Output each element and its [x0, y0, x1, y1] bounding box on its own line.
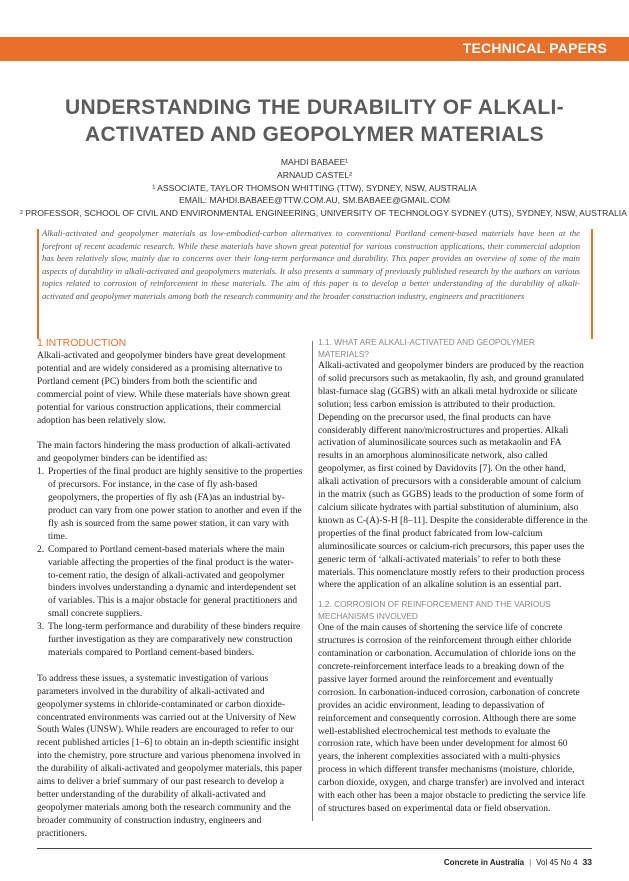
section-1-1-paragraph: Alkali-activated and geopolymer binders are produced by the reaction of solid precursors such as metakaolin, fly ash, and ground granulated blast-furnace slag (GGBS) with an alkali metal hydroxide or silicate solution; less carbon emission is attributed to their production. Depending on the precursor used, the final products can have considerably different nano/microstructures and properties. Alkali activation of aluminosilicate sources such as metakaolin and FA results in an amorphous aluminosilicate network, also called geopolymer, as first coined by Davidovits [7]. On the other hand, alkali activation of precursors with a considerable amount of calcium in the matrix (such as GGBS) leads to the production of some form of calcium silicate hydrates with partial substitution of aluminium, also known as C-(A)-S-H [8–11]. Despite the considerable difference in the properties of the final product fabricated from low-calcium aluminosilicate sources or calcium-rich precursors, this paper uses the generic term of ‘alkali-activated materials’ to refer to both these materials. This nomenclature mostly refers to their production process where the application of an alkaline solution is an essential part.: [318, 361, 588, 591]
affiliation-2: ² PROFESSOR, SCHOOL OF CIVIL AND ENVIRONMENTAL ENGINEERING, UNIVERSITY OF TECHNOLOGY SYDNEY (UTS), SYDNEY, NSW, AUSTRALIA: [20, 208, 627, 219]
author-2: ARNAUD CASTEL²: [277, 169, 352, 180]
journal-volume: Vol 45 No 4: [536, 858, 578, 867]
affiliation-1: ¹ ASSOCIATE, TAYLOR THOMSON WHITTING (TTW), SYDNEY, NSW, AUSTRALIA: [152, 182, 477, 193]
section-1-2-paragraph: One of the main causes of shortening the service life of concrete structures is corrosion of the reinforcement through either chloride contamination or carbonation. Accumulation of chloride ions on the concrete-reinforcement interface leads to a breaking down of the passive layer formed around the reinforcement and eventually corrosion. In carbonation-induced corrosion, carbonation of concrete provides an acidic environment, leading to depassivation of reinforcement and consequently corrosion. Although there are some well-established electrochemical test methods to evaluate the corrosion rate, which have been under development for almost 60 years, the inherent complexities associated with a multi-physics process in which different transfer mechanisms (moisture, chloride, carbon dioxide, oxygen, and charge transfer) are involved and interact with each other has been a major obstacle to predicting the service life of structures based on experimental data or field observation.: [318, 623, 586, 814]
footer-rule: [37, 848, 592, 849]
section-1-2-heading: 1.2. CORROSION OF REINFORCEMENT AND THE VARIOUS MECHANISMS INVOLVED: [318, 599, 551, 621]
page-footer: Concrete in Australia | Vol 45 No 4 33: [443, 857, 592, 867]
factors-list: [37, 466, 304, 660]
right-column: [318, 337, 588, 816]
section-1-heading: 1 INTRODUCTION: [37, 337, 127, 349]
section-banner: [0, 37, 629, 61]
title-line-1: UNDERSTANDING THE DURABILITY OF ALKALI-: [65, 96, 564, 119]
journal-name: Concrete in Australia: [443, 858, 525, 867]
intro-paragraph-2: The main factors hindering the mass production of alkali-activated and geopolymer binders can be identified as:: [37, 441, 291, 465]
column-divider: [312, 341, 313, 821]
article-title: [30, 94, 599, 148]
abstract-rule-left: [37, 229, 39, 339]
abstract: Alkali-activated and geopolymer materials as low-embodied-carbon alternatives to conventional Portland cement-based materials have been at the forefront of recent academic research. While these materials have shown great potential for various construction applications, their commercial adoption has been relatively slow, mainly due to concerns over their long-term performance and durability. This paper provides an overview of some of the main aspects of durability in alkali-activated and geopolymers materials. It also presents a summary of previously published research by the authors on various topics related to corrosion of reinforcement in these materials. The aim of this paper is to develop a better understanding of the durability of alkali-activated and geopolymer materials among both the research community and the broader construction industry, engineers and practitioners: [42, 228, 580, 301]
abstract-rule-right: [591, 229, 593, 339]
banner-label: TECHNICAL PAPERS: [462, 40, 607, 56]
section-1-1-heading: 1.1. WHAT ARE ALKALI-ACTIVATED AND GEOPOLYMER MATERIALS?: [318, 337, 535, 359]
list-item: 3. The long-term performance and durability of these binders require further investigation as they are comparatively new construction materials compared to Portland cement-based binders.: [37, 622, 301, 658]
page-number: 33: [582, 857, 592, 867]
title-line-2: ACTIVATED AND GEOPOLYMER MATERIALS: [85, 123, 544, 146]
author-1: MAHDI BABAEE¹: [280, 157, 349, 167]
list-item: 1. Properties of the final product are highly sensitive to the properties of precursors. For instance, in the case of fly ash-based geopolymers, the properties of fly ash (FA)as an industrial by-product can vary from one power station to another and even if the fly ash is sourced from the same power station, it can vary with time.: [37, 467, 303, 542]
intro-paragraph-1: Alkali-activated and geopolymer binders have great development potential and are widely considered as a promising alternative to Portland cement (PC) binders from both the scientific and commercial point of view. While these materials have shown great potential for various construction applications, their commercial adoption has been relatively slow.: [37, 351, 290, 426]
author-block: [20, 156, 627, 220]
author-email: EMAIL: MAHDI.BABAEE@TTW.COM.AU, SM.BABAEE@GMAIL.COM: [178, 195, 450, 206]
list-item: 2. Compared to Portland cement-based materials where the main variable affecting the properties of the final product is the water-to-cement ratio, the design of alkali-activated and geopolymer binders involves understanding a dynamic and interdependent set of variables. This is a major obstacle for general practitioners and small concrete suppliers.: [37, 544, 298, 620]
left-column: [37, 337, 304, 841]
intro-paragraph-3: To address these issues, a systematic investigation of various parameters involved in the durability of alkali-activated and geopolymer systems in chloride-contaminated or carbon dioxide-concentrated environments was carried out at the University of New South Wales (UNSW). While readers are encouraged to refer to our recent published articles [1–6] to obtain an in-depth scientific insight into the chemistry, pore structure and various phenomena involved in the durability of alkali-activated and geopolymer materials, this paper aims to deliver a brief summary of our past research to develop a better understanding of the durability of alkali-activated and geopolymer materials among both the research community and the broader community of construction industry, engineers and practitioners.: [37, 673, 303, 839]
